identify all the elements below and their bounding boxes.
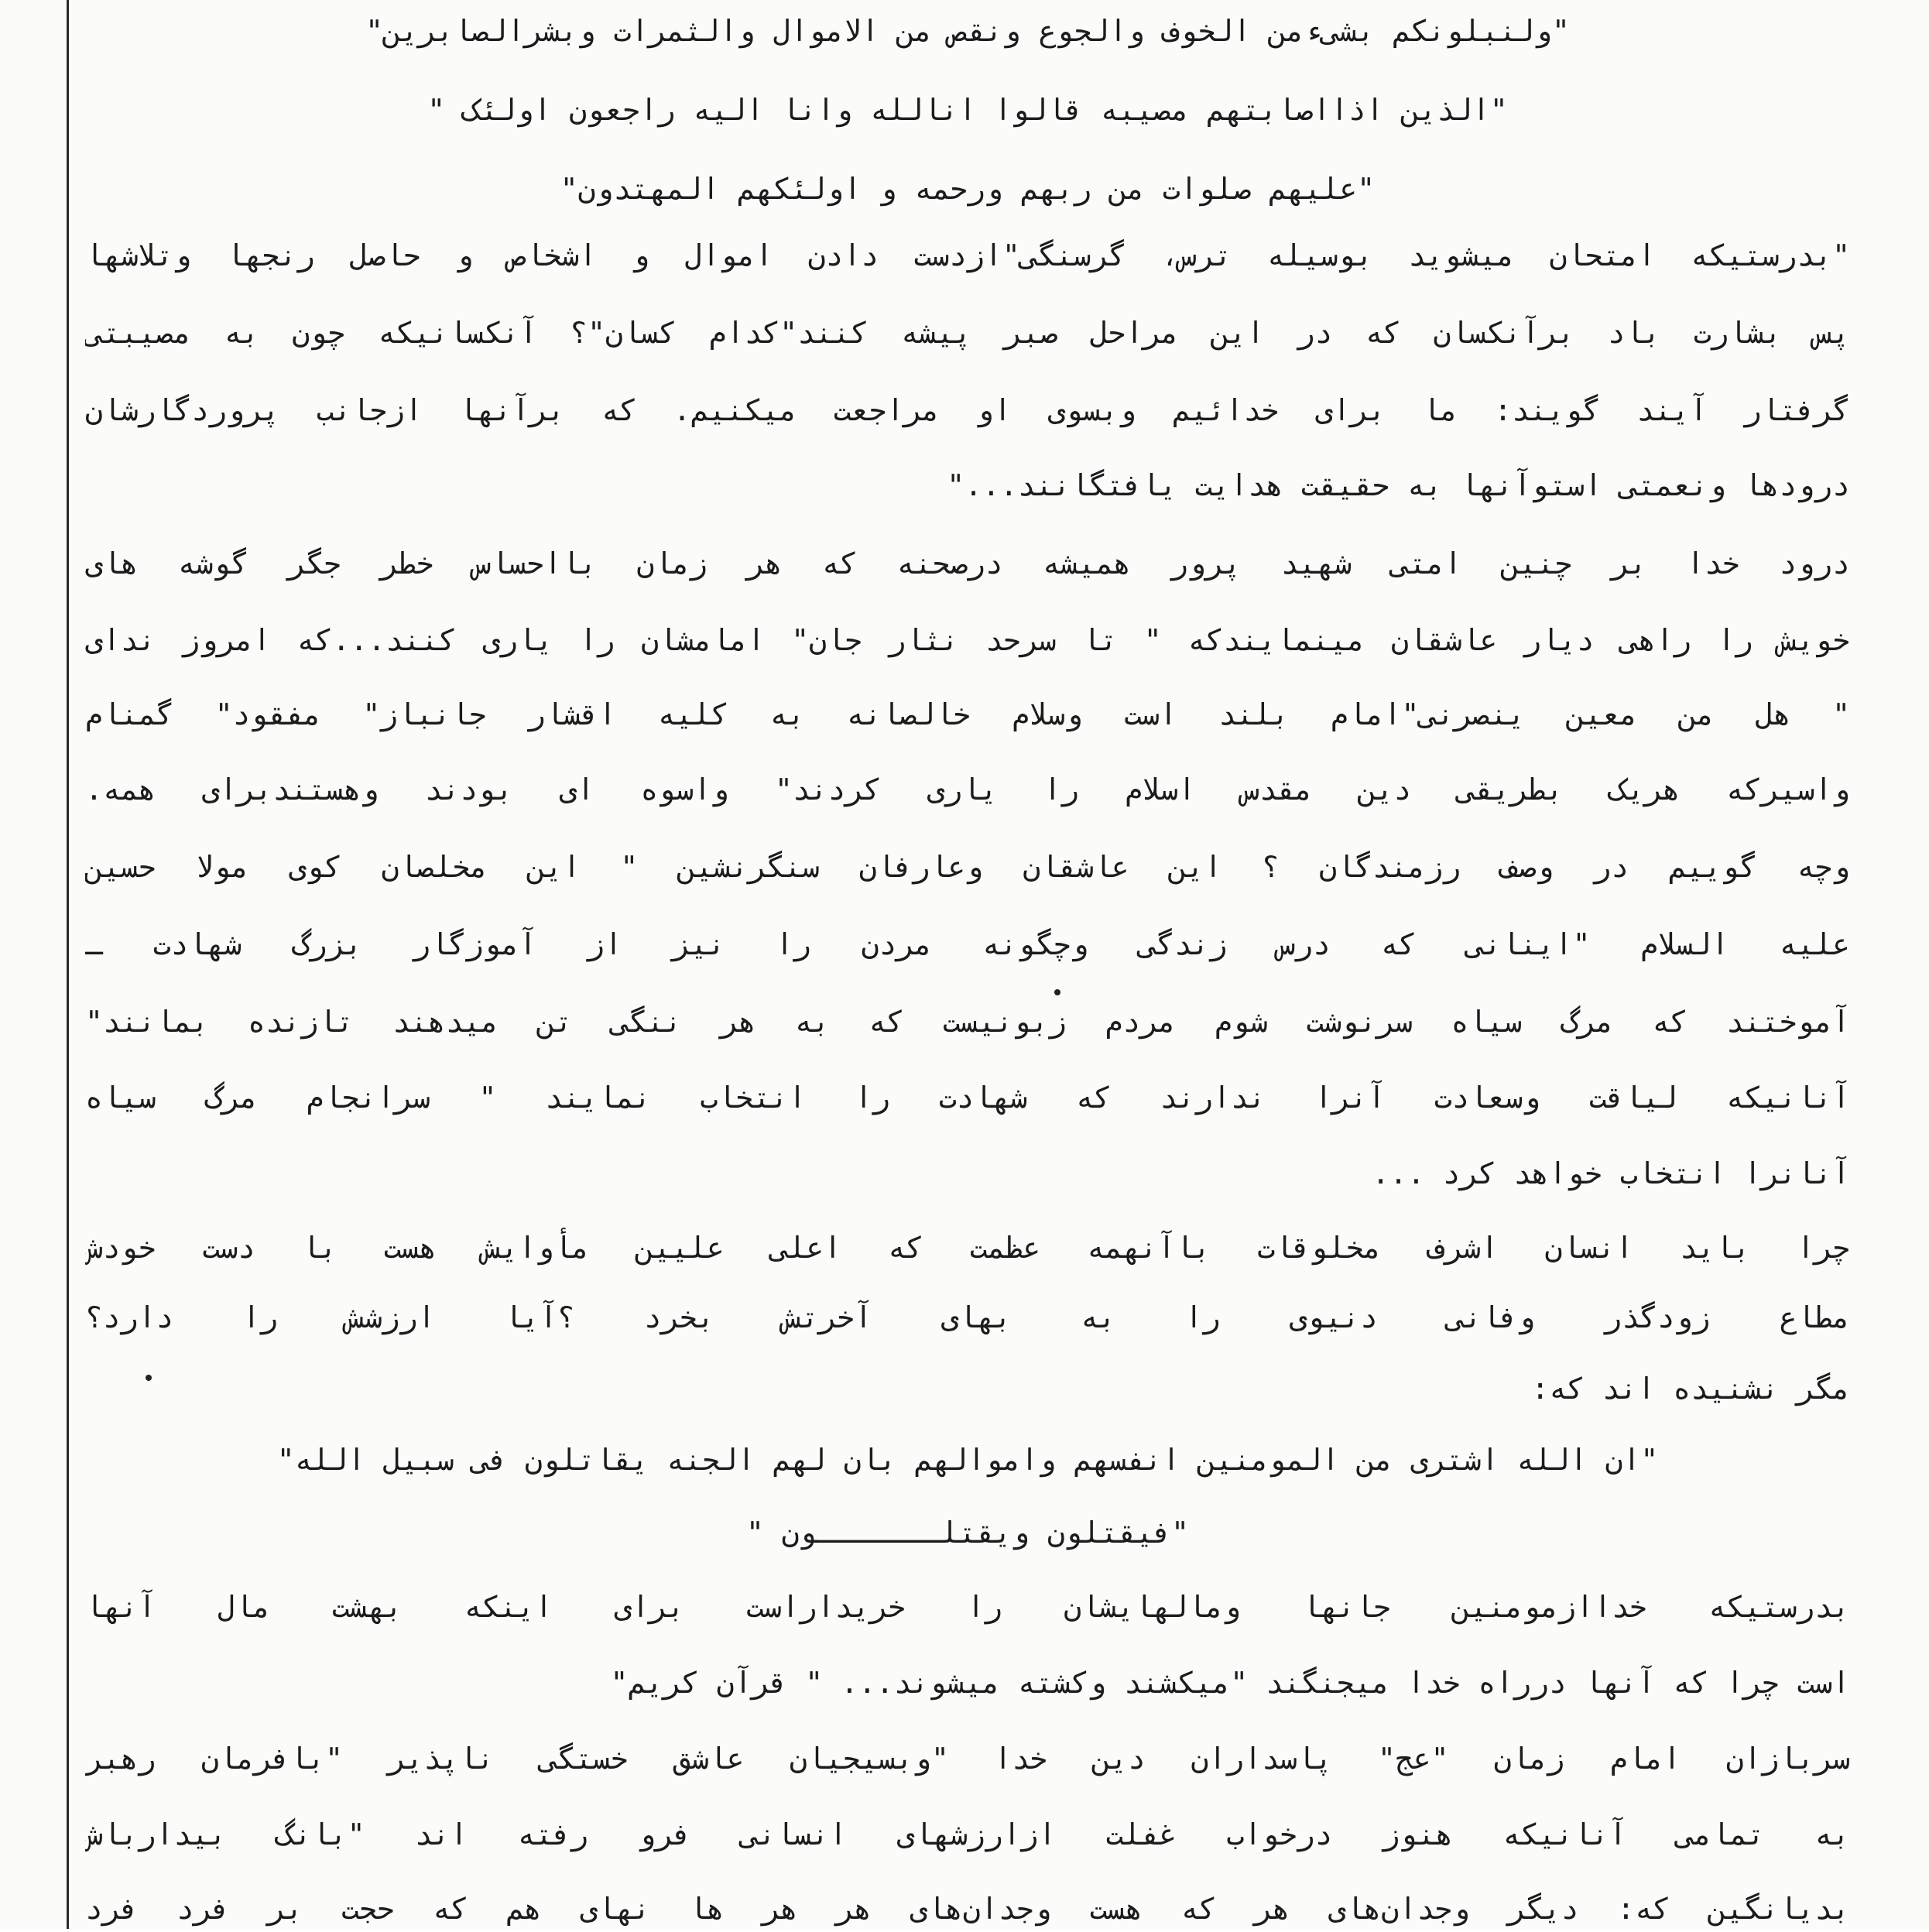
text-line: چرا باید انسان اشرف مخلوقات باآنهمه عظمت که اعلی علیین مأوایش هست با دست خودش bbox=[85, 1231, 1850, 1265]
text-line: مطاع زودگذر وفانی دنیوی را به بهای آخرتش بخرد ؟آیا ارزشش را دارد؟ bbox=[85, 1300, 1850, 1334]
speck-mark bbox=[146, 1375, 152, 1381]
text-line: خویش را راهی دیار عاشقان مینمایندکه " تا سرحد نثار جان" امامشان را یاری کنند...که امروز ندای bbox=[85, 623, 1850, 657]
text-line: آنانرا انتخاب خواهد کرد ... bbox=[1372, 1156, 1850, 1190]
text-line: پس بشارت باد برآنکسان که در این مراحل صبر پیشه کنند"کدام کسان"؟ آنکسانیکه چون به مصیبتی bbox=[85, 316, 1850, 350]
text-line: درود خدا بر چنین امتی شهید پرور همیشه درصحنه که هر زمان بااحساس خطر جگر گوشه های bbox=[85, 546, 1850, 581]
margin-rule bbox=[67, 0, 69, 1929]
text-line: "ان الله اشتری من المومنین انفسهم واموالهم بان لهم الجنه یقاتلون فی سبیل الله" bbox=[276, 1443, 1659, 1477]
text-line: واسیرکه هریک بطریقی دین مقدس اسلام را یاری کردند" واسوه ای بودند وهستندبرای همه. bbox=[85, 772, 1850, 807]
text-line: بدیانگین که: دیگر وجدان‌های هر که هست وجدان‌های هر هر ها نهای هم که حجت بر فرد فرد bbox=[85, 1892, 1850, 1926]
text-line: سربازان امام زمان "عج" پاسداران دین خدا "وبسیجیان عاشق خستگی ناپذیر "بافرمان رهبر bbox=[85, 1742, 1850, 1776]
text-line: مگر نشنیده اند که: bbox=[1531, 1372, 1850, 1406]
speck-mark bbox=[1054, 989, 1060, 995]
text-line: "فیقتلون ویقتلـــــــون " bbox=[746, 1516, 1189, 1550]
text-line: " هل من معین ینصرنی"امام بلند است وسلام خالصانه به کلیه اقشار جانباز" مفقود" گمنام bbox=[85, 697, 1850, 731]
text-line: است چرا که آنها درراه خدا میجنگند "میکشند وکشته میشوند... " قرآن کریم" bbox=[610, 1666, 1850, 1700]
text-line: آموختند که مرگ سیاه سرنوشت شوم مردم زبونیست که به هر ننگی تن میدهند تازنده بمانند" bbox=[85, 1005, 1850, 1039]
text-line: آنانیکه لیاقت وسعادت آنرا ندارند که شهادت را انتخاب نمایند " سرانجام مرگ سیاه bbox=[85, 1081, 1850, 1115]
text-line: "علیهم صلوات من ربهم ورحمه و اولئکهم المهتدون" bbox=[560, 172, 1376, 206]
text-line: گرفتار آیند گویند: ما برای خدائیم وبسوی او مراجعت میکنیم. که برآنها ازجانب پروردگارشان bbox=[85, 393, 1850, 427]
text-line: "الذین اذااصابتهم مصیبه قالوا انالله وانا الیه راجعون اولئک " bbox=[427, 93, 1508, 127]
text-line: "بدرستیکه امتحان میشوید بوسیله ترس، گرسنگی"ازدست دادن اموال و اشخاص و حاصل رنجها وتلاشها bbox=[85, 238, 1850, 272]
text-line: بدرستیکه خداازمومنین جانها ومالهایشان را خریداراست برای اینکه بهشت مال آنها bbox=[85, 1590, 1850, 1624]
text-line: وچه گوییم در وصف رزمندگان ؟ این عاشقان وعارفان سنگرنشین " این مخلصان کوی مولا حسین bbox=[85, 850, 1850, 884]
text-line: "ولنبلونکم بشیءمن الخوف والجوع ونقص من الاموال والثمرات وبشرالصابرین" bbox=[365, 14, 1570, 48]
text-line: به تمامی آنانیکه هنوز درخواب غفلت ازارزشهای انسانی فرو رفته اند "بانگ بیدارباش bbox=[85, 1817, 1850, 1852]
text-line: علیه السلام "اینانی که درس زندگی وچگونه مردن را نیز از آموزگار بزرگ شهادت ـ bbox=[85, 927, 1850, 961]
text-line: درودها ونعمتی استوآنها به حقیقت هدایت یافتگانند..." bbox=[947, 468, 1850, 502]
